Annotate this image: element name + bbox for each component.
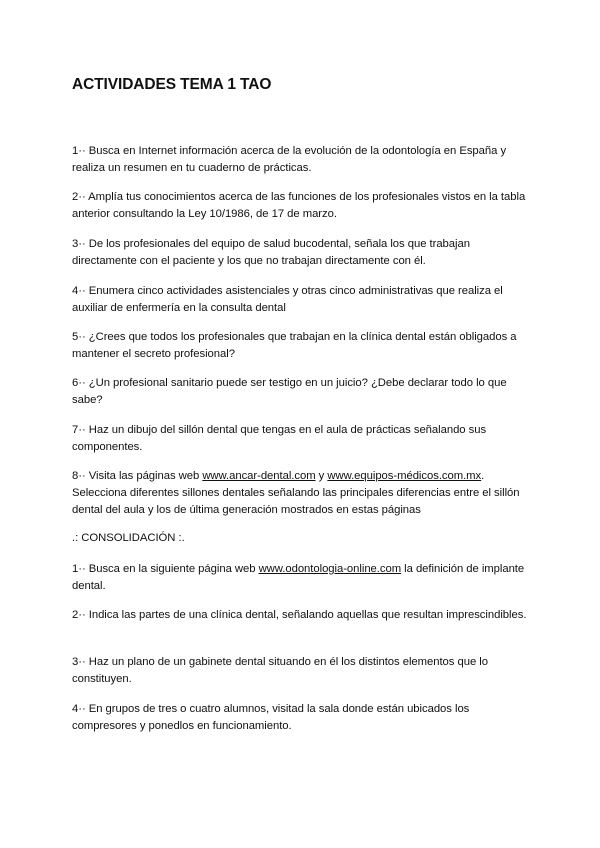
activity-6: 6·· ¿Un profesional sanitario puede ser testigo en un juicio? ¿Debe declarar todo lo que sabe? <box>72 377 507 406</box>
consolidation-2: 2·· Indica las partes de una clínica dental, señalando aquellas que resultan imprescindibles. <box>72 609 527 621</box>
odontologia-online-link[interactable]: www.odontologia-online.com <box>258 563 402 575</box>
activity-8 <box>72 468 532 519</box>
activity-1: 1·· Busca en Internet información acerca de la evolución de la odontología en España y realiza un resumen en tu cuaderno de prácticas. <box>72 145 507 174</box>
consolidation-3: 3·· Haz un plano de un gabinete dental situando en él los distintos elementos que lo constituyen. <box>72 656 488 685</box>
activity-7: 7·· Haz un dibujo del sillón dental que tengas en el aula de prácticas señalando sus componentes. <box>72 424 487 453</box>
page-title: ACTIVIDADES TEMA 1 TAO <box>72 76 272 93</box>
consolidation-heading: .: CONSOLIDACIÓN :. <box>72 532 185 544</box>
activity-8-middle: y <box>315 470 328 482</box>
consolidation-1-suffix: la definición de implante dental. <box>72 563 525 592</box>
activity-5: 5·· ¿Crees que todos los profesionales que trabajan en la clínica dental están obligados a mantener el secreto profesional? <box>72 331 517 360</box>
activity-4: 4·· Enumera cinco actividades asistenciales y otras cinco administrativas que realiza el auxiliar de enfermería en la consulta dental <box>72 285 503 314</box>
activity-8-suffix: . Selecciona diferentes sillones dentales señalando las principales diferencias entre el sillón dental del aula y los de última generación mostrados en estas páginas <box>72 470 520 516</box>
activity-8-prefix: 8·· Visita las páginas web <box>72 470 203 482</box>
activity-3: 3·· De los profesionales del equipo de salud bucodental, señala los que trabajan directamente con el paciente y los que no trabajan directamente con él. <box>72 238 470 267</box>
consolidation-1-prefix: 1·· Busca en la siguiente página web <box>72 563 259 575</box>
consolidation-1 <box>72 561 532 595</box>
ancar-dental-link[interactable]: www.ancar-dental.com <box>202 470 316 482</box>
consolidation-4: 4·· En grupos de tres o cuatro alumnos, visitad la sala donde están ubicados los compresores y ponedlos en funcionamiento. <box>72 703 470 732</box>
activity-2: 2·· Amplía tus conocimientos acerca de las funciones de los profesionales vistos en la tabla anterior consultando la Ley 10/1986, de 17 de marzo. <box>72 191 526 220</box>
equipos-medicos-link[interactable]: www.equipos-médicos.com.mx <box>327 470 482 482</box>
